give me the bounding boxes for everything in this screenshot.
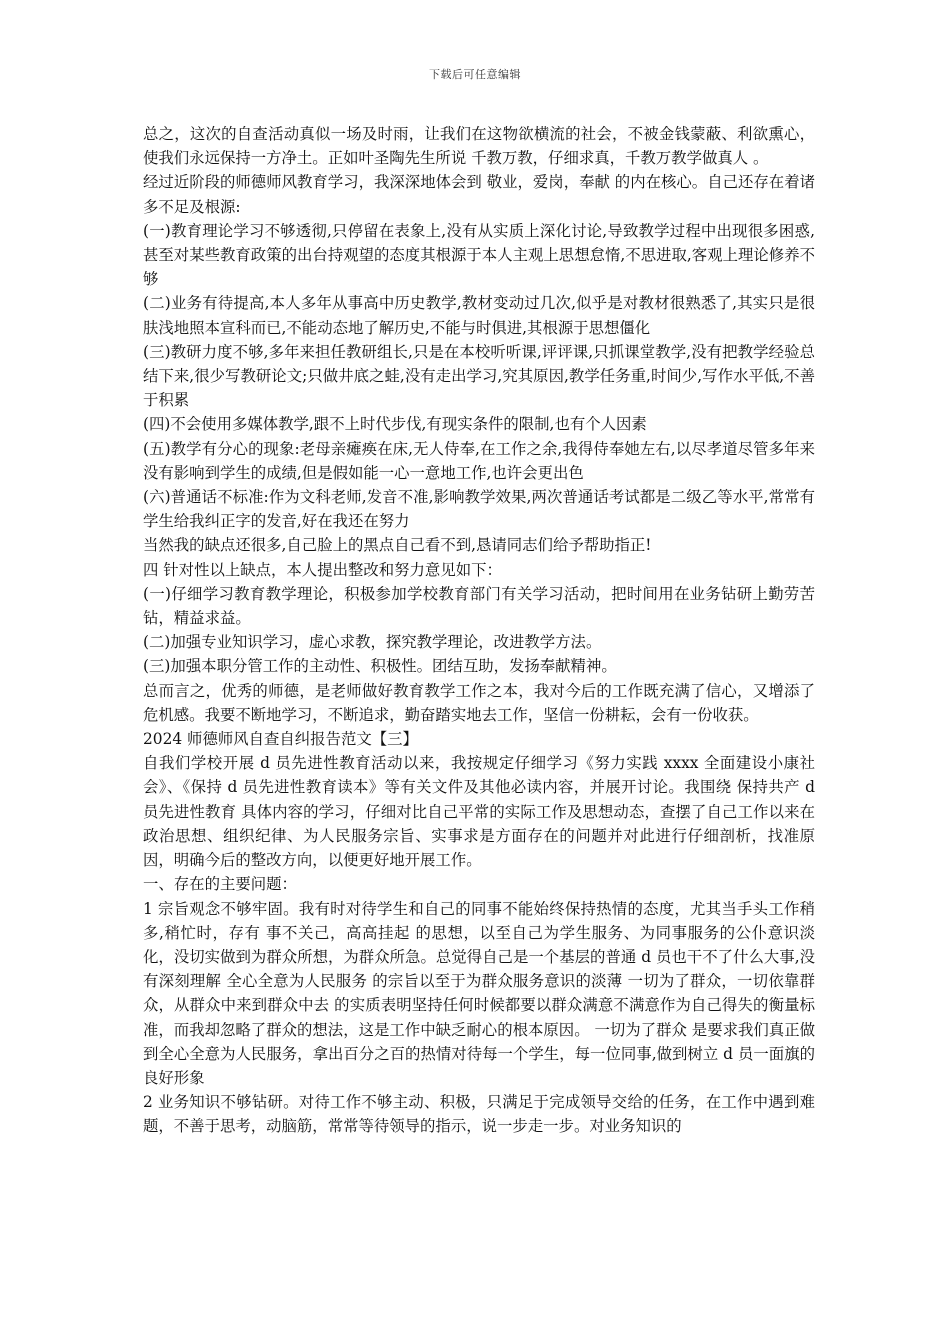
- paragraph: 总之，这次的自查活动真似一场及时雨，让我们在这物欲横流的社会，不被金钱蒙蔽、利欲熏心，使我们永远保持一方净土。正如叶圣陶先生所说 千教万教，仔细求真，千教万教学做真人 。: [143, 125, 815, 168]
- section-heading: 一、存在的主要问题：: [143, 875, 297, 894]
- section-title: 2024 师德师风自查自纠报告范文【三】: [143, 730, 418, 749]
- paragraph: (五)教学有分心的现象:老母亲瘫痪在床,无人侍奉,在工作之余,我得侍奉她左右,以尽孝道尽管多年来没有影响到学生的成绩,但是假如能一心一意地工作,也许会更出色: [143, 439, 815, 482]
- paragraph: 1 宗旨观念不够牢固。我有时对待学生和自己的同事不能始终保持热情的态度，尤其当手头工作稍多,稍忙时，存有 事不关己，高高挂起 的思想，以至自己为学生服务、为同事服务的公仆意识淡化，没切实做到为群众所想，为群众所急。总觉得自己是一个基层的普通 d 员也干不了什么大事,没有深刻理解 全心全意为人民服务 的宗旨以至于为群众服务意识的淡薄 一切为了群众，一切依靠群众，从群众中来到群众中去 的实质表明坚持任何时候都要以群众满意不满意作为自己得失的衡量标准，而我却忽略了群众的想法，这是工作中缺乏耐心的根本原因。 一切为了群众 是要求我们真正做到全心全意为人民服务，拿出百分之百的热情对待每一个学生，每一位同事,做到树立 d 员一面旗的良好形象: [143, 899, 815, 1087]
- header-note: 下载后可任意编辑: [429, 68, 521, 81]
- paragraph: 经过近阶段的师德师风教育学习，我深深地体会到 敬业，爱岗，奉献 的内在核心。自己还存在着诸多不足及根源:: [143, 173, 815, 216]
- paragraph: (三)加强本职分管工作的主动性、积极性。团结互助，发扬奉献精神。: [143, 657, 617, 676]
- paragraph: (四)不会使用多媒体教学,跟不上时代步伐,有现实条件的限制,也有个人因素: [143, 415, 647, 434]
- section-heading: 四 针对性以上缺点，本人提出整改和努力意见如下：: [143, 560, 502, 579]
- paragraph: 总而言之，优秀的师德，是老师做好教育教学工作之本，我对今后的工作既充满了信心，又增添了危机感。我要不断地学习，不断追求，勤奋踏实地去工作，坚信一份耕耘，会有一份收获。: [143, 681, 815, 724]
- paragraph: (三)教研力度不够,多年来担任教研组长,只是在本校听听课,评评课,只抓课堂教学,没有把教学经验总结下来,很少写教研论文;只做井底之蛙,没有走出学习,究其原因,教学任务重,时间少,写作水平低,不善于积累: [143, 342, 815, 410]
- paragraph: 当然我的缺点还很多,自己脸上的黑点自己看不到,恳请同志们给予帮助指正!: [143, 536, 652, 555]
- paragraph: 自我们学校开展 d 员先进性教育活动以来，我按规定仔细学习《努力实践 xxxx 全面建设小康社会》、《保持 d 员先进性教育读本》等有关文件及其他必读内容，并展开讨论。我围绕 保持共产 d 员先进性教育 具体内容的学习，仔细对比自己平常的实际工作及思想动态，查摆了自己工作以来在政治思想、组织纪律、为人民服务宗旨、实事求是方面存在的问题并对此进行仔细剖析，找准原因，明确今后的整改方向，以便更好地开展工作。: [143, 754, 815, 870]
- paragraph: 2 业务知识不够钻研。对待工作不够主动、积极，只满足于完成领导交给的任务，在工作中遇到难题，不善于思考，动脑筋，常常等待领导的指示，说一步走一步。对业务知识的: [143, 1093, 815, 1136]
- document-body: [143, 122, 815, 1139]
- paragraph: (一)仔细学习教育教学理论，积极参加学校教育部门有关学习活动，把时间用在业务钻研上勤劳苦钻，精益求益。: [143, 584, 815, 628]
- paragraph: (一)教育理论学习不够透彻,只停留在表象上,没有从实质上深化讨论,导致教学过程中出现很多困惑,甚至对某些教育政策的出台持观望的态度其根源于本人主观上思想怠惰,不思进取,客观上理论修养不够: [143, 221, 815, 289]
- paragraph: (二)加强专业知识学习，虚心求教，探究教学理论，改进教学方法。: [143, 633, 602, 652]
- paragraph: (六)普通话不标准:作为文科老师,发音不准,影响教学效果,两次普通话考试都是二级乙等水平,常常有学生给我纠正字的发音,好在我还在努力: [143, 488, 815, 531]
- paragraph: (二)业务有待提高,本人多年从事高中历史教学,教材变动过几次,似乎是对教材很熟悉了,其实只是很肤浅地照本宣科而已,不能动态地了解历史,不能与时俱进,其根源于思想僵化: [143, 294, 815, 337]
